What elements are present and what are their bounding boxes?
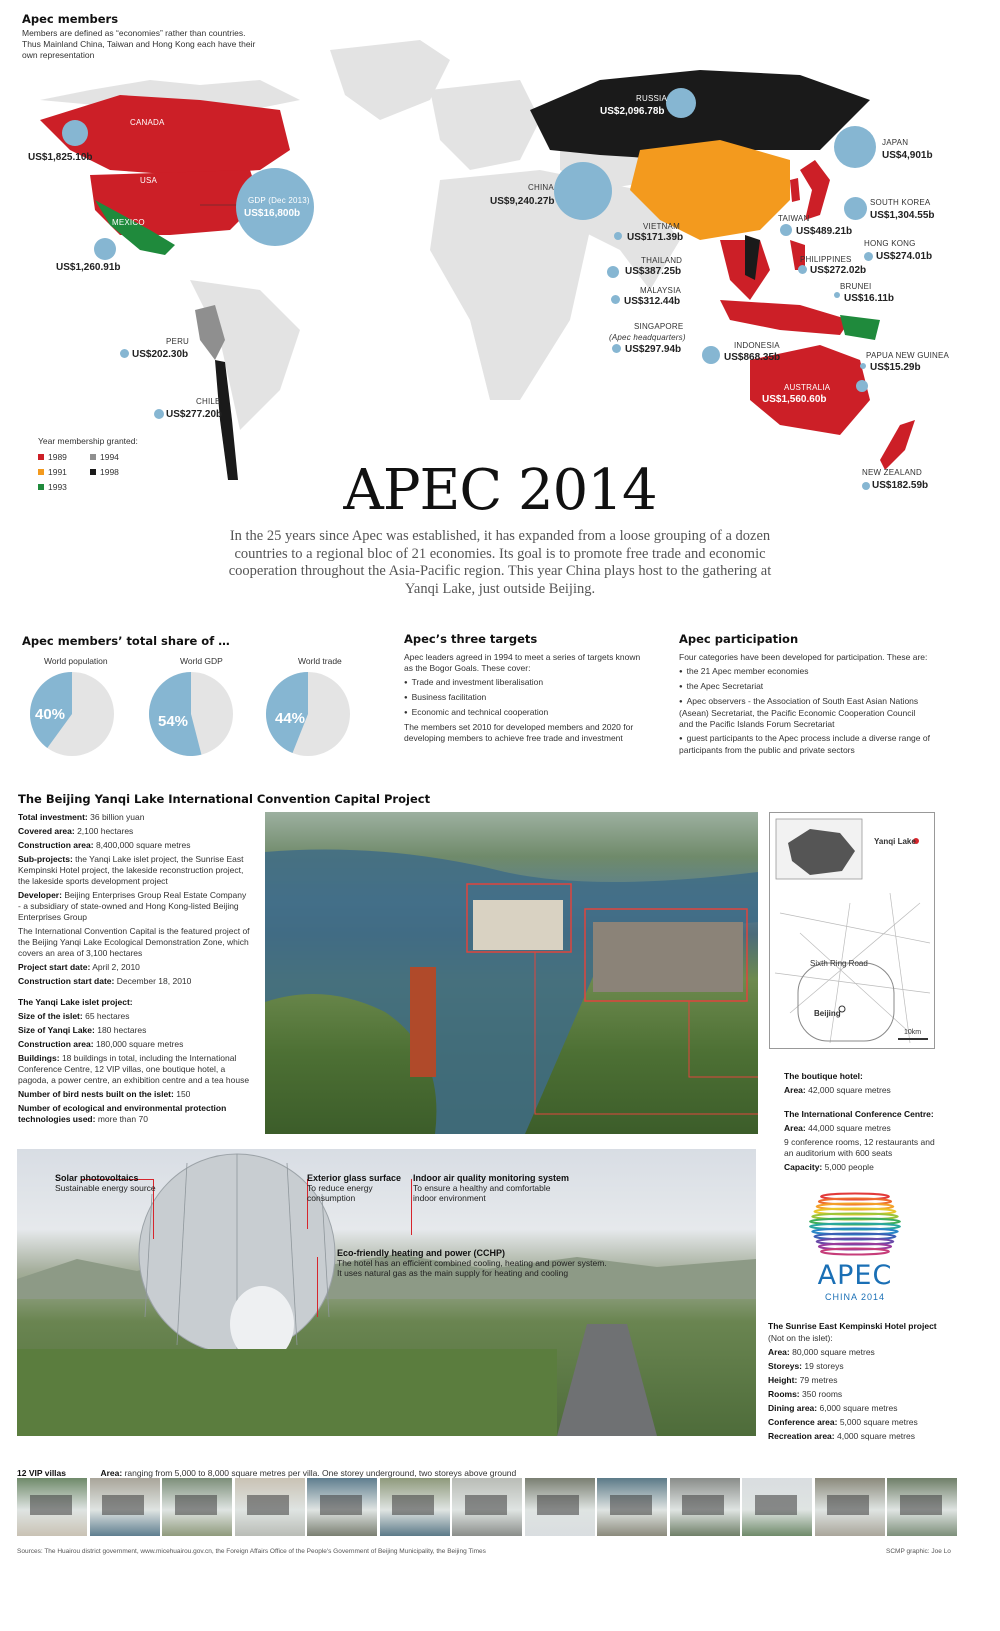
target-item: ● Economic and technical cooperation: [404, 707, 644, 719]
japan-label: JAPAN: [882, 138, 909, 147]
legend-label: 1991: [48, 467, 67, 477]
boutique-area-value: 42,000 square metres: [808, 1085, 891, 1095]
detail-value: the Yanqi Lake islet project, the Sunrise East Kempinski Hotel project, the lakeside reconstruction project, the lakeside sports development project: [18, 854, 244, 886]
greenland-shape: [330, 40, 450, 120]
project-title: The Beijing Yanqi Lake International Convention Capital Project: [18, 792, 431, 806]
brunei-bubble: [834, 292, 840, 298]
malaysia-gdp: US$312.44b: [624, 296, 681, 307]
detail-key: Number of ecological and environmental protection technologies used:: [18, 1103, 227, 1124]
targets-intro: Apec leaders agreed in 1994 to meet a series of targets known as the Bogor Goals. These cover:: [404, 652, 641, 673]
aerial-photo: [265, 812, 758, 1134]
detail-value: The International Convention Capital is the featured project of the Beijing Yanqi Lake Ecological Demonstration Zone, which covers an area of 3,100 hectares: [18, 926, 250, 958]
conference-capacity-value: 5,000 people: [824, 1162, 874, 1172]
footer-credit: SCMP graphic: Joe Lo: [886, 1548, 951, 1555]
lawn-shape: [17, 1349, 557, 1436]
villa-building: [610, 1495, 652, 1515]
kempinski-note: (Not on the islet):: [768, 1333, 833, 1343]
logo-word: APEC: [817, 1260, 893, 1291]
usa-label: USA: [140, 176, 158, 185]
russia-bubble: [666, 88, 696, 118]
legend-label: 1994: [100, 452, 119, 462]
detail-key: Total investment:: [18, 812, 88, 822]
south-korea-label: SOUTH KOREA: [870, 198, 931, 207]
headline-title: APEC 2014: [343, 458, 657, 523]
cchp-title: Eco-friendly heating and power (CCHP): [337, 1248, 506, 1258]
villa-photo: [742, 1478, 812, 1536]
hong-kong-gdp: US$274.01b: [876, 251, 933, 262]
villas-area-key: Area:: [100, 1468, 123, 1478]
russia-label: RUSSIA: [636, 94, 667, 103]
annotation-solar: [55, 1173, 175, 1193]
taiwan-bubble: [780, 224, 792, 236]
road-shape: [557, 1324, 657, 1436]
headline-intro: In the 25 years since Apec was established, it has expanded from a loose grouping of a dozen countries to a regional bloc of 21 economies. Its goal is to promote free trade and economic cooperation throughout the Asia-Pacific region. This year China plays host to the gathering at Yanqi Lake, just outside Beijing.: [228, 528, 772, 597]
indonesia-shape: [720, 300, 850, 335]
logo-ring: [821, 1249, 889, 1255]
participation-item: ● the 21 Apec member economies: [679, 666, 931, 678]
pie-value-population: 40%: [35, 706, 66, 723]
participation-item: ● the Apec Secretariat: [679, 681, 931, 693]
air-body: To ensure a healthy and comfortable indoor environment: [413, 1183, 551, 1203]
villa-photo: [17, 1478, 87, 1536]
project-detail-line: [18, 840, 250, 851]
conference-area-key: Area:: [784, 1123, 806, 1133]
canada-gdp: US$1,825.10b: [28, 152, 93, 163]
project-detail-line: [18, 1053, 250, 1086]
kempinski-value: 79 metres: [799, 1375, 838, 1385]
thailand-label: THAILAND: [641, 256, 683, 265]
singapore-label: SINGAPORE: [634, 322, 684, 331]
detail-value: December 18, 2010: [116, 976, 192, 986]
malaysia-label: MALAYSIA: [640, 286, 682, 295]
villa-photo: [670, 1478, 740, 1536]
logo-sub: CHINA 2014: [824, 1292, 886, 1302]
kempinski-value: 6,000 square metres: [819, 1403, 898, 1413]
boutique-title: The boutique hotel:: [784, 1071, 863, 1081]
pie-value-trade: 44%: [275, 710, 306, 727]
share-title: Apec members’ total share of …: [22, 634, 230, 648]
kempinski-key: Conference area:: [768, 1417, 838, 1427]
japan-shape: [800, 160, 830, 220]
conference-capacity-key: Capacity:: [784, 1162, 823, 1172]
villa-photo: [235, 1478, 305, 1536]
detail-key: Developer:: [18, 890, 62, 900]
targets-panel: [404, 632, 644, 747]
project-detail-line: [18, 854, 250, 887]
kempinski-key: Height:: [768, 1375, 798, 1385]
participation-panel: [679, 632, 931, 759]
detail-key: Number of bird nests built on the islet:: [18, 1089, 174, 1099]
map-subtitle: Members are defined as “economies” rather than countries. Thus Mainland China, Taiwan and Hong Kong each have their own representation: [22, 28, 256, 60]
kempinski-line: [768, 1417, 948, 1428]
villa-photo: [452, 1478, 522, 1536]
villa-building: [827, 1495, 869, 1515]
singapore-gdp: US$297.94b: [625, 344, 682, 355]
villa-building: [30, 1495, 72, 1515]
pie-label-trade: World trade: [298, 656, 342, 666]
project-detail-line: [18, 1011, 250, 1022]
taiwan-label: TAIWAN: [778, 214, 810, 223]
annotation-glass: [307, 1173, 407, 1203]
detail-key: Covered area:: [18, 826, 75, 836]
legend-label: 1993: [48, 482, 67, 492]
korea-shape: [790, 178, 800, 202]
villas-area-value: ranging from 5,000 to 8,000 square metres per villa. One storey underground, two storeys above ground: [124, 1468, 517, 1478]
detail-key: Size of Yanqi Lake:: [18, 1025, 95, 1035]
project-detail-line: [18, 976, 250, 987]
mexico-gdp: US$1,260.91b: [56, 262, 121, 273]
detail-value: 2,100 hectares: [77, 826, 134, 836]
target-item: ● Trade and investment liberalisation: [404, 677, 644, 689]
kempinski-value: 80,000 square metres: [792, 1347, 875, 1357]
logo-rings: [800, 1190, 910, 1260]
new-zealand-label: NEW ZEALAND: [862, 468, 922, 477]
locator-scale-label: 10km: [904, 1029, 922, 1036]
project-details: [18, 812, 250, 1128]
china-bubble: [554, 162, 612, 220]
villa-building: [102, 1495, 144, 1515]
project-detail-line: [18, 1089, 250, 1100]
detail-key: Construction area:: [18, 1039, 94, 1049]
detail-key: Construction area:: [18, 840, 94, 850]
participation-title: Apec participation: [679, 632, 799, 646]
europe-shape: [430, 80, 540, 170]
locator-yanqi-label: Yanqi Lake: [874, 837, 916, 846]
usa-bubble: [236, 168, 314, 246]
villa-photo: [887, 1478, 957, 1536]
villa-photo: [815, 1478, 885, 1536]
cchp-body: The hotel has an efficient combined cooling, heating and power system. It uses natural gas as the main supply for heating and cooling: [337, 1258, 607, 1278]
detail-key: Buildings:: [18, 1053, 60, 1063]
villas-title: 12 VIP villas: [17, 1468, 66, 1478]
project-detail-line: [18, 962, 250, 973]
locator-ring-road-label: Sixth Ring Road: [810, 959, 868, 968]
mexico-label: MEXICO: [112, 218, 145, 227]
detail-value: 36 billion yuan: [90, 812, 145, 822]
detail-key: Sub-projects:: [18, 854, 73, 864]
project-detail-line: [18, 926, 250, 959]
map-title: Apec members: [22, 12, 119, 26]
detail-value: 65 hectares: [85, 1011, 130, 1021]
brunei-gdp: US$16.11b: [844, 293, 895, 304]
usa-gdp: US$16,800b: [244, 208, 301, 219]
participation-item: ● guest participants to the Apec process include a diverse range of participants from the public and private sectors: [679, 733, 931, 756]
kempinski-key: Rooms:: [768, 1389, 800, 1399]
kempinski-line: [768, 1361, 948, 1372]
detail-key: Size of the islet:: [18, 1011, 83, 1021]
mexico-bubble: [94, 238, 116, 260]
malaysia-bubble: [611, 295, 620, 304]
detail-value: Beijing Enterprises Group Real Estate Company - a subsidiary of state-owned and Hong Kong-listed Beijing Enterprises Group: [18, 890, 247, 922]
islet-title: The Yanqi Lake islet project:: [18, 997, 133, 1007]
kempinski-line: [768, 1403, 948, 1414]
legend-title: Year membership granted:: [38, 436, 138, 446]
air-leader-line: [411, 1179, 412, 1235]
boutique-info: [784, 1071, 954, 1099]
villa-photo: [525, 1478, 595, 1536]
png-bubble: [860, 363, 866, 369]
footer-sources: Sources: The Huairou district government, www.micehuairou.gov.cn, the Foreign Affairs Office of the People's Government of Beijing Municipality, the Beijing Times: [17, 1548, 486, 1555]
conference-detail: 9 conference rooms, 12 restaurants and an auditorium with 600 seats: [784, 1137, 935, 1158]
locator-map: [769, 812, 935, 1049]
targets-outro: The members set 2010 for developed members and 2020 for developing members to achieve free trade and investment: [404, 722, 634, 743]
glass-title: Exterior glass surface: [307, 1173, 402, 1183]
cchp-leader-line: [317, 1257, 318, 1317]
australia-label: AUSTRALIA: [784, 383, 831, 392]
annotation-cchp: [337, 1248, 607, 1278]
russia-gdp: US$2,096.78b: [600, 106, 665, 117]
villa-photo: [597, 1478, 667, 1536]
kempinski-title: The Sunrise East Kempinski Hotel project: [768, 1321, 937, 1331]
participation-intro: Four categories have been developed for participation. These are:: [679, 652, 928, 662]
detail-value: more than 70: [97, 1114, 148, 1124]
kempinski-value: 350 rooms: [802, 1389, 843, 1399]
kempinski-value: 4,000 square metres: [837, 1431, 915, 1441]
png-gdp: US$15.29b: [870, 362, 921, 373]
japan-gdp: US$4,901b: [882, 150, 933, 161]
kempinski-line: [768, 1347, 948, 1358]
singapore-note: (Apec headquarters): [609, 333, 686, 342]
vietnam-gdp: US$171.39b: [627, 232, 684, 243]
annotation-air: [413, 1173, 573, 1203]
kempinski-value: 5,000 square metres: [839, 1417, 918, 1427]
conference-building-shape: [473, 900, 563, 950]
detail-key: Construction start date:: [18, 976, 115, 986]
detail-value: 180 hectares: [97, 1025, 147, 1035]
peru-label: PERU: [166, 337, 190, 346]
canada-bubble: [62, 120, 88, 146]
kempinski-line: [768, 1389, 948, 1400]
pie-label-population: World population: [44, 656, 108, 666]
locator-beijing-label: Beijing: [814, 1009, 841, 1018]
chile-label: CHILE: [196, 397, 221, 406]
legend-label: 1998: [100, 467, 119, 477]
villa-building: [320, 1495, 362, 1515]
south-korea-bubble: [844, 197, 867, 220]
locator-graphic: [770, 813, 936, 1050]
villa-photo: [307, 1478, 377, 1536]
conference-title: The International Conference Centre:: [784, 1109, 934, 1119]
kempinski-key: Recreation area:: [768, 1431, 835, 1441]
taiwan-gdp: US$489.21b: [796, 226, 853, 237]
villa-photo: [380, 1478, 450, 1536]
china-gdp: US$9,240.27b: [490, 196, 555, 207]
map-section: [0, 0, 1000, 500]
pagoda-shape: [410, 967, 436, 1077]
indonesia-gdp: US$868.35b: [724, 352, 781, 363]
detail-value: April 2, 2010: [92, 962, 140, 972]
glass-body: To reduce energy consumption: [307, 1183, 373, 1203]
philippines-bubble: [798, 265, 807, 274]
hotel-building-shape: [593, 922, 743, 992]
detail-value: 8,400,000 square metres: [95, 840, 191, 850]
vietnam-bubble: [614, 232, 622, 240]
apec-logo: [800, 1190, 910, 1308]
kempinski-line: [768, 1431, 948, 1442]
peru-gdp: US$202.30b: [132, 349, 189, 360]
air-title: Indoor air quality monitoring system: [413, 1173, 570, 1183]
thailand-gdp: US$387.25b: [625, 266, 682, 277]
villa-building: [682, 1495, 724, 1515]
canada-label: CANADA: [130, 118, 165, 127]
indonesia-label: INDONESIA: [734, 341, 780, 350]
usa-gdp-note: GDP (Dec 2013): [248, 196, 310, 205]
legend-label: 1989: [48, 452, 67, 462]
villa-building: [465, 1495, 507, 1515]
project-detail-line: [18, 812, 250, 823]
conference-area-value: 44,000 square metres: [808, 1123, 891, 1133]
project-detail-line: [18, 1025, 250, 1036]
villa-building: [175, 1495, 217, 1515]
philippines-gdp: US$272.02b: [810, 265, 867, 276]
participation-item: ● Apec observers - the Association of South East Asian Nations (Asean) Secretariat, the Pacific Economic Cooperation Council and the Pacific Islands Forum Secretariat: [679, 696, 931, 730]
philippines-label: PHILIPPINES: [800, 255, 852, 264]
boutique-leader-line: [689, 1001, 758, 1077]
singapore-bubble: [612, 344, 621, 353]
detail-value: 18 buildings in total, including the International Conference Centre, 12 VIP villas, one boutique hotel, a pagoda, a power centre, an exhibition centre and a tea house: [18, 1053, 250, 1085]
detail-key: Project start date:: [18, 962, 91, 972]
peru-bubble: [120, 349, 129, 358]
kempinski-line: [768, 1375, 948, 1386]
chile-gdp: US$277.20b: [166, 409, 223, 420]
villa-building: [247, 1495, 289, 1515]
solar-title: Solar photovoltaics: [55, 1173, 139, 1183]
aerial-graphic: [265, 812, 758, 1134]
villa-building: [392, 1495, 434, 1515]
hong-kong-label: HONG KONG: [864, 239, 916, 248]
south-america-shape: [190, 280, 300, 430]
project-detail-line: [18, 1103, 250, 1125]
japan-bubble: [834, 126, 876, 168]
pie-value-gdp: 54%: [158, 713, 189, 730]
brunei-label: BRUNEI: [840, 282, 872, 291]
project-detail-line: [18, 890, 250, 923]
australia-bubble: [856, 380, 868, 392]
pie-label-gdp: World GDP: [180, 656, 223, 666]
conference-info: [784, 1109, 940, 1176]
kempinski-key: Area:: [768, 1347, 790, 1357]
kempinski-key: Storeys:: [768, 1361, 803, 1371]
kempinski-info: [768, 1321, 948, 1445]
villa-building: [900, 1495, 942, 1515]
kempinski-value: 19 storeys: [804, 1361, 844, 1371]
new-zealand-gdp: US$182.59b: [872, 480, 929, 491]
chile-bubble: [154, 409, 164, 419]
villa-building: [755, 1495, 797, 1515]
detail-value: 150: [176, 1089, 191, 1099]
china-label: CHINA: [528, 183, 554, 192]
target-item: ● Business facilitation: [404, 692, 644, 704]
indonesia-bubble: [702, 346, 720, 364]
project-detail-line: [18, 1039, 250, 1050]
hong-kong-bubble: [864, 252, 873, 261]
targets-title: Apec’s three targets: [404, 632, 538, 646]
villa-building: [537, 1495, 579, 1515]
thailand-bubble: [607, 266, 619, 278]
vietnam-label: VIETNAM: [643, 222, 680, 231]
south-korea-gdp: US$1,304.55b: [870, 210, 935, 221]
png-label: PAPUA NEW GUINEA: [866, 351, 950, 360]
boutique-area-key: Area:: [784, 1085, 806, 1095]
kempinski-key: Dining area:: [768, 1403, 818, 1413]
project-detail-line: [18, 826, 250, 837]
australia-gdp: US$1,560.60b: [762, 394, 827, 405]
villa-photo: [162, 1478, 232, 1536]
detail-value: 180,000 square metres: [95, 1039, 184, 1049]
villa-photo: [90, 1478, 160, 1536]
solar-body: Sustainable energy source: [55, 1183, 156, 1193]
png-shape: [840, 315, 880, 340]
